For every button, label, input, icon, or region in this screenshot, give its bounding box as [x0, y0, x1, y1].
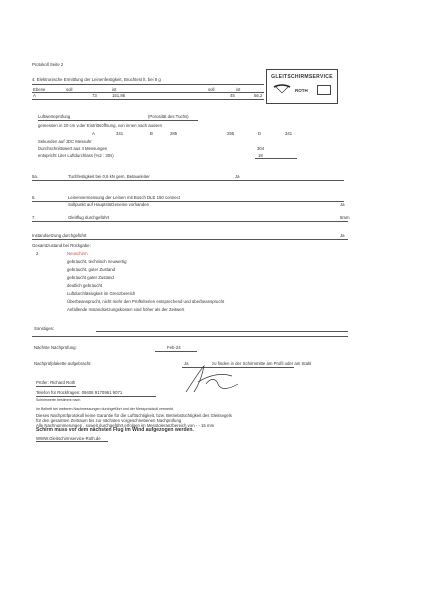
s8-val: Ja	[340, 233, 345, 238]
luft-b: B	[150, 131, 153, 136]
luft-line	[38, 120, 198, 121]
row-a-val2: 151,86	[112, 93, 126, 98]
zustand-item: gebraucht, guter Zustand	[67, 267, 116, 272]
pruefer-line	[36, 386, 76, 387]
sonstiges-line-2	[32, 336, 348, 337]
logo-title: GLEITSCHIRMSERVICE	[271, 74, 333, 80]
col-ist-2: ist	[236, 87, 241, 92]
pruefer-small-2: Im Beiheft bei weiteren Nachmessungen durchgeführt und der Messprotokoll vermerkt.	[36, 407, 175, 411]
col-ebene: Ebene	[33, 87, 46, 92]
section4-line	[32, 84, 264, 85]
zustand-item: Überbeansprucht, nicht mehr den Prüfkriterien entsprechend und überbeansprucht	[67, 299, 225, 304]
luft-liter: 18	[258, 153, 263, 158]
luft-val-line	[255, 158, 297, 159]
luft-b-val: 285	[170, 131, 178, 136]
disclaimer-line-2: für den gesamten Zeitraum bis zur nächsten vorgeschriebenen Nachprüfung	[36, 418, 182, 423]
company-logo	[266, 69, 338, 104]
plakette-label: Nachprüfplakette aufgebracht:	[34, 361, 92, 366]
s5a-line	[32, 180, 344, 181]
zustand-title: Gesamtzustand bei Rückgabe:	[32, 243, 91, 248]
zustand-item: Neuschirm	[67, 251, 88, 256]
luft-d-val: 341	[285, 131, 293, 136]
luft-line5: entspricht Liter Luftdurchlass (%2 : 30s)	[38, 153, 114, 158]
protocol-header: Protokoll Seite 2	[32, 62, 64, 67]
s7-num: 7.	[32, 215, 36, 220]
col-ist: ist	[112, 87, 117, 92]
s6-num: 6.	[32, 195, 36, 200]
website-url: WWW.Gleitschirmservice-Roth.de	[36, 436, 101, 441]
luft-title: Luftwerteprüfung	[38, 114, 71, 119]
logo-name: ROTH	[295, 88, 308, 93]
row-a-val4: 56,2	[254, 93, 263, 98]
plakette-value: Ja	[184, 361, 189, 366]
disclaimer-line-1: Dieses Nachprüfprotokoll keine Garantie für die Lufttüchtigkeit, bzw. Betriebstüchtigkeit des Gleitsegels	[36, 413, 232, 418]
s6-val: Ja	[340, 202, 345, 207]
logo-glider-box	[317, 85, 331, 95]
s5a-num: 5a.	[32, 174, 38, 179]
nachpruef-value: Feb-24	[167, 345, 181, 350]
s5a-text: Tuchfestigkeit bei 0,6 kN gem. Betaueleiter	[68, 174, 150, 179]
luft-c-val: 295	[227, 131, 235, 136]
s8-text: Instandsetzung durchgeführt	[32, 233, 87, 238]
s7-line	[32, 221, 348, 222]
row-a-val1: 73	[92, 93, 97, 98]
sonstiges-line	[96, 331, 348, 332]
zustand-item: Luftdurchlässigkeit im Grenzbereich	[67, 291, 136, 296]
paraglider-icon	[273, 84, 291, 94]
plakette-note: zu finden in der Schirmmitte am Profil oder am Stabl	[212, 361, 312, 366]
disclaimer-line-3: Alle Nachnummerungen , soweit durchgeführt,erfolgen im Messtoleranzbereich von - - 15 mm	[36, 423, 215, 428]
signature	[180, 362, 244, 398]
zustand-item: gebraucht, technisch neuwertig	[67, 259, 127, 264]
pruefer-name: Prüfer: Richard Roth	[36, 380, 76, 385]
pruefer-phone: Telefon für Rückfragen: 09406 9170961 9071	[36, 390, 123, 395]
s6-text2: Sollpunkt auf Hauptstützeneine vorhanden	[68, 202, 149, 207]
zustand-num: 2	[36, 251, 39, 256]
pruefer-small-1: Schirmwerte bestimmt nach	[36, 398, 81, 402]
sonstiges-label: Sonstiges:	[34, 326, 55, 331]
section4-title: 4. Elektronische Ermittlung der Leinenfestigkeit, Bruchtest lt. bei 8 g	[32, 77, 161, 82]
zustand-item: deutlich gebraucht	[67, 283, 103, 288]
table-line-bottom	[32, 99, 264, 100]
col-soll: soll	[66, 87, 73, 92]
luft-line3: Sekunden auf JDC Messuhr	[38, 139, 92, 144]
luft-a: A	[92, 131, 95, 136]
wind-warning: Schirm muss vor dem nächsten Flug im Wind aufgezogen werden.	[36, 427, 194, 433]
row-a-val3: 45	[230, 93, 235, 98]
s8-line	[32, 239, 348, 240]
luft-a-val: 341	[116, 131, 124, 136]
zustand-item: gebraucht guter Zustand	[67, 275, 114, 280]
luft-line4: Durchschnittswert aus 4 Messungen	[38, 146, 108, 151]
luft-line1: gemessen in 20 cm v.der Eintrittsöffnung, von innen nach aussen	[38, 123, 163, 128]
luft-avg: 304	[257, 146, 265, 151]
row-a-label: A	[33, 93, 36, 98]
zustand-item: Anfallende Instandsetzungskosten sind höher als der Zeitwert	[67, 307, 185, 312]
url-line	[36, 441, 108, 442]
s7-val: 5mm	[340, 215, 350, 220]
luft-title-2: (Porosität des Tuchs)	[148, 114, 189, 119]
s5a-val: Ja	[235, 174, 240, 179]
col-soll-2: soll	[208, 87, 215, 92]
s7-text: Gleitflug durchgeführt	[68, 215, 110, 220]
s6-text: Leinenvermessung der Leinen mit Bosch DLE 150 connect	[68, 195, 181, 200]
nachpruef-label: Nächste Nachprüfung:	[34, 345, 77, 350]
phone-line	[36, 396, 156, 397]
nachpruef-line	[155, 351, 197, 352]
luft-d: D	[258, 131, 262, 136]
